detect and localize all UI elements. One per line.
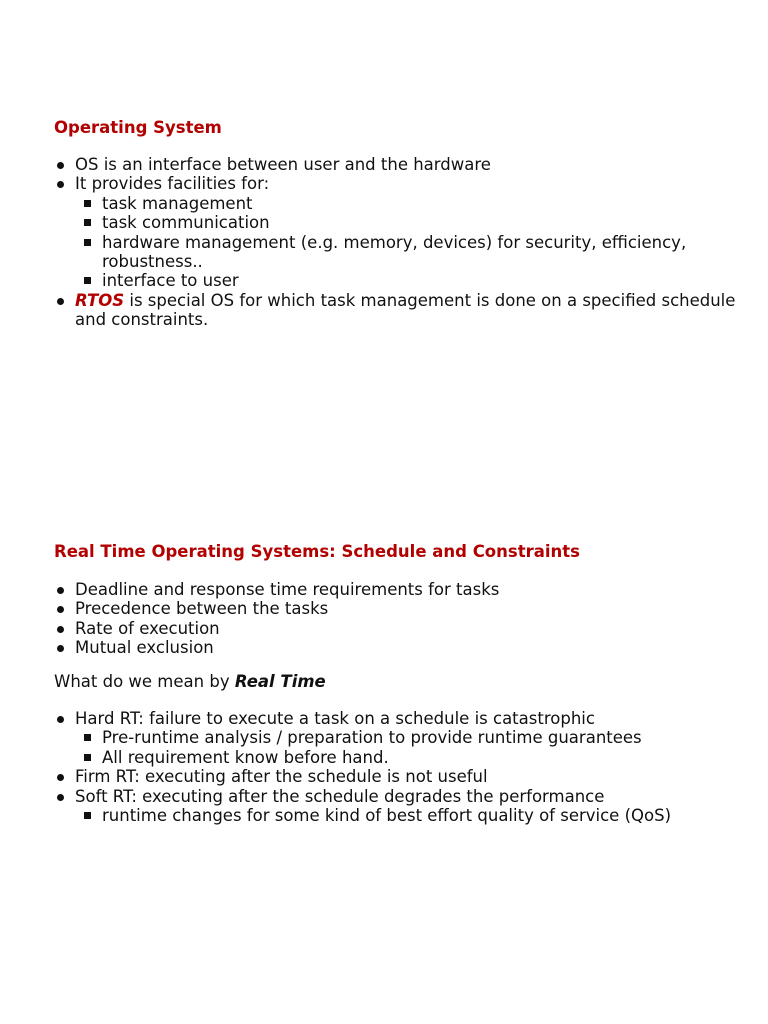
list-item-soft-rt bbox=[54, 787, 744, 826]
list-item-hard-rt bbox=[54, 709, 744, 767]
bullet-text: Precedence between the tasks bbox=[75, 599, 329, 619]
question-text: What do we mean by bbox=[54, 672, 235, 691]
sub-bullet-text: All requirement know before hand. bbox=[102, 747, 389, 767]
sub-bullet-text: task management bbox=[102, 193, 253, 213]
bullet-text: It provides facilities for: bbox=[75, 174, 270, 194]
list-item-firm-rt bbox=[54, 767, 744, 786]
sub-list-item bbox=[75, 233, 744, 272]
sub-bullet-text: hardware management (e.g. memory, devices) for security, efficiency, robustness.. bbox=[102, 232, 687, 272]
sub-list-item bbox=[75, 213, 744, 232]
sub-bullet-text: Pre-runtime analysis / preparation to provide runtime guarantees bbox=[102, 728, 642, 748]
bullet-text: is special OS for which task management is done on a specified schedule and constraints. bbox=[75, 290, 736, 330]
slide-heading: Real Time Operating Systems: Schedule and Constraints bbox=[54, 542, 580, 561]
bullet-list bbox=[54, 155, 744, 330]
bullet-text: Mutual exclusion bbox=[75, 638, 214, 658]
sub-list-item bbox=[75, 271, 744, 290]
sub-bullet-list bbox=[75, 806, 744, 825]
list-item bbox=[54, 291, 744, 330]
sub-bullet-list bbox=[75, 728, 744, 767]
sub-list-item bbox=[75, 806, 744, 825]
list-item bbox=[54, 580, 744, 599]
real-time-question bbox=[54, 672, 326, 691]
bullet-text: Rate of execution bbox=[75, 618, 220, 638]
list-item bbox=[54, 599, 744, 618]
list-item bbox=[54, 619, 744, 638]
sub-list-item bbox=[75, 748, 744, 767]
bullet-text: Hard RT: failure to execute a task on a schedule is catastrophic bbox=[75, 709, 595, 728]
bullet-text: OS is an interface between user and the hardware bbox=[75, 155, 491, 174]
bullet-text: Firm RT: executing after the schedule is not useful bbox=[75, 767, 488, 787]
list-item bbox=[54, 174, 744, 290]
rtos-emphasis: RTOS bbox=[75, 290, 125, 310]
bullet-text: Soft RT: executing after the schedule degrades the performance bbox=[75, 786, 605, 806]
sub-list-item bbox=[75, 728, 744, 747]
real-time-emphasis: Real Time bbox=[234, 672, 326, 691]
list-item bbox=[54, 638, 744, 657]
sub-bullet-list bbox=[75, 194, 744, 291]
bullet-text: Deadline and response time requirements for tasks bbox=[75, 580, 500, 599]
rt-types-list bbox=[54, 709, 744, 825]
sub-bullet-text: task communication bbox=[102, 213, 270, 233]
bullet-list bbox=[54, 580, 744, 658]
slide-heading: Operating System bbox=[54, 118, 222, 137]
list-item bbox=[54, 155, 744, 174]
sub-bullet-text: interface to user bbox=[102, 271, 239, 291]
sub-bullet-text: runtime changes for some kind of best effort quality of service (QoS) bbox=[102, 806, 672, 826]
sub-list-item bbox=[75, 194, 744, 213]
